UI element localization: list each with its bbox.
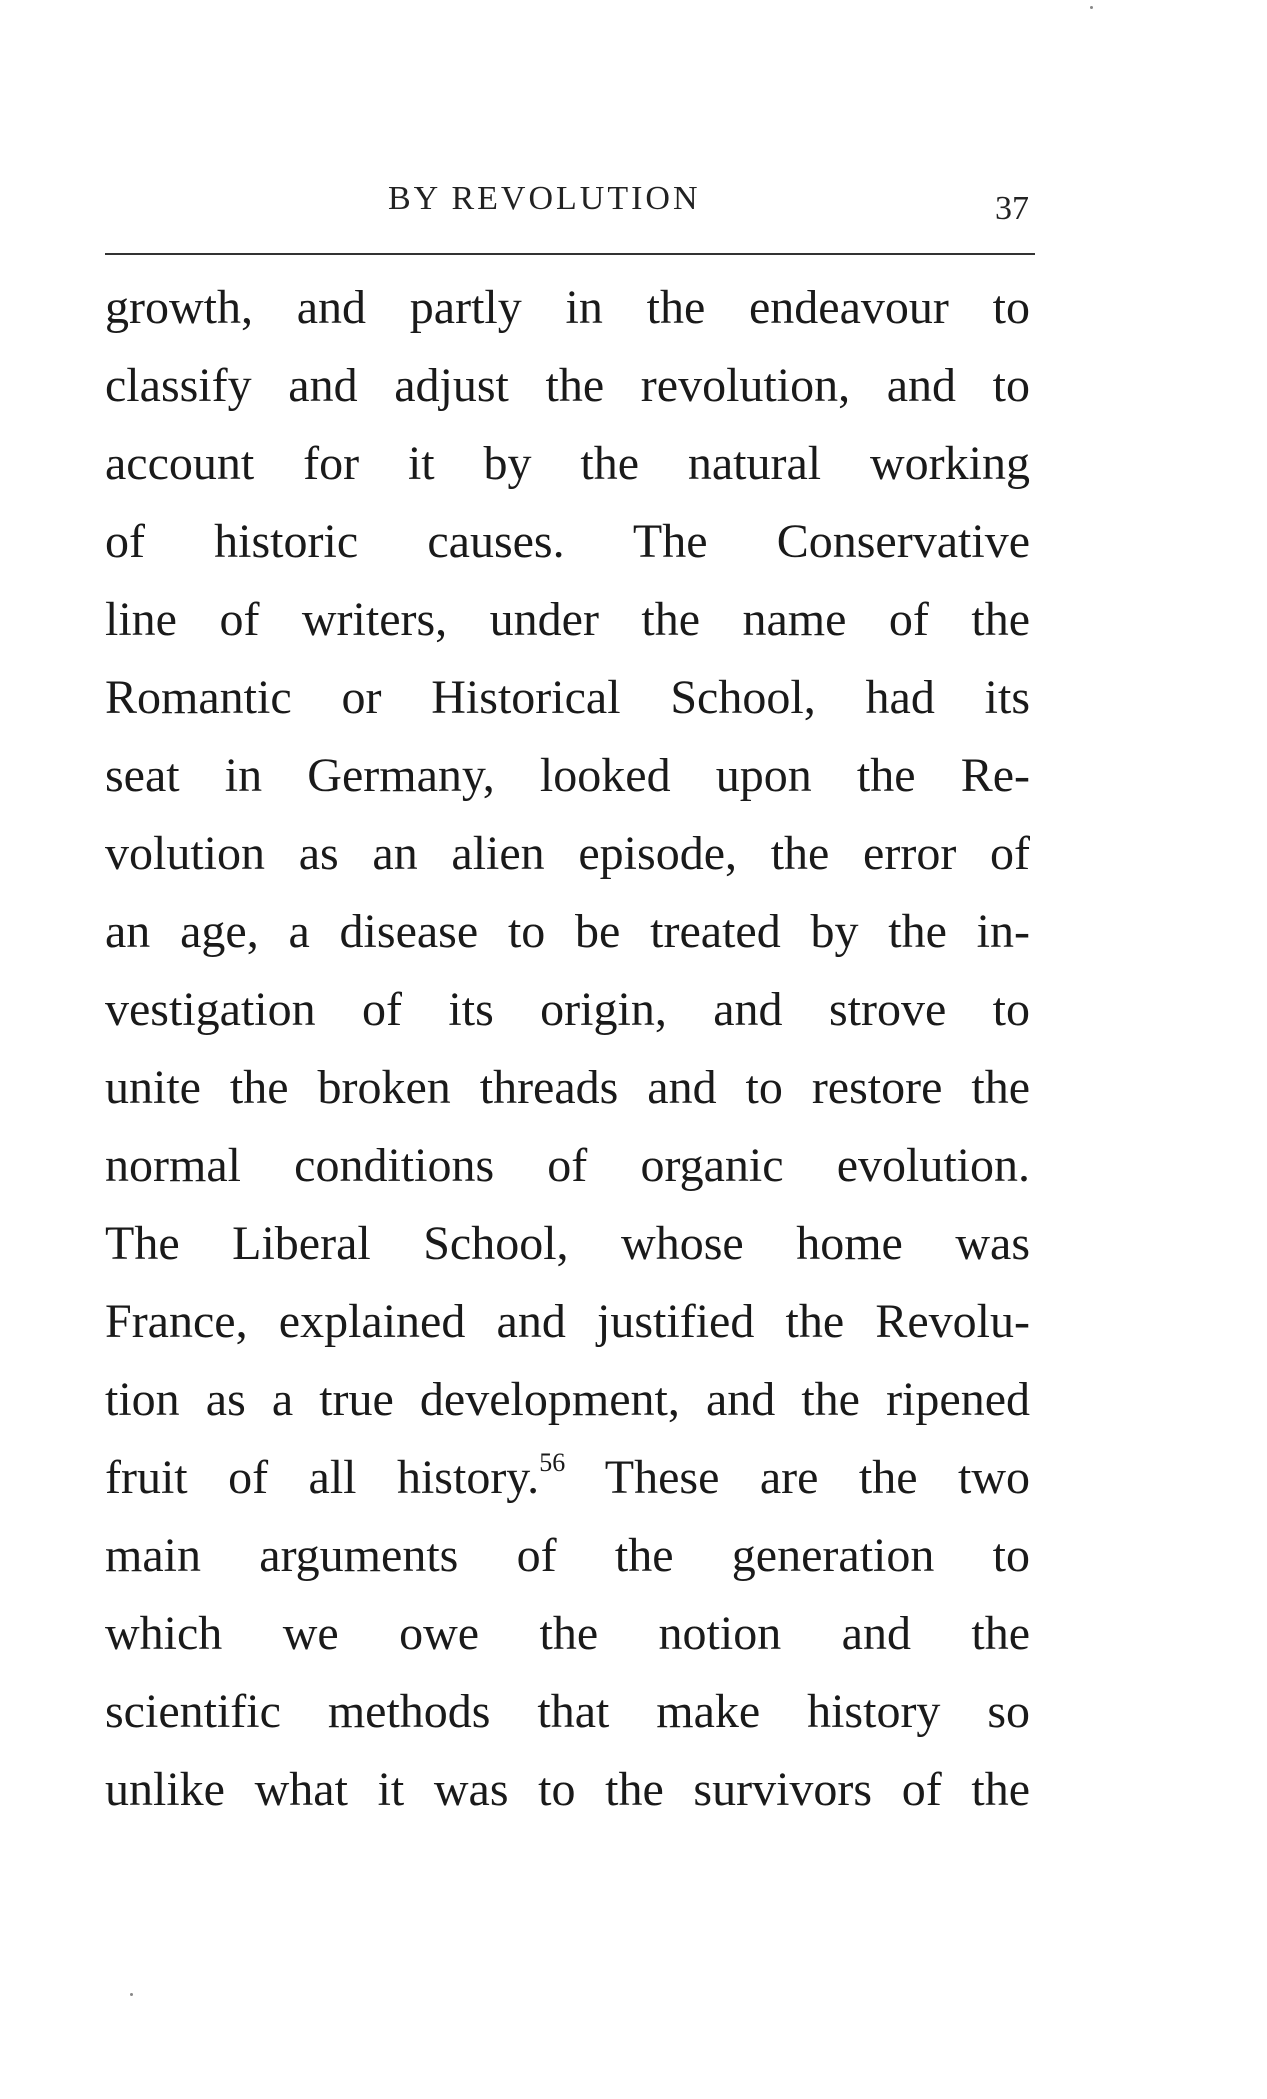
text-line: account for it by the natural working bbox=[105, 437, 1030, 490]
text-line: vestigation of its origin, and strove to bbox=[105, 983, 1030, 1036]
header-rule bbox=[105, 253, 1035, 255]
paper-speck bbox=[130, 1993, 133, 1996]
text-line: scientific methods that make history so bbox=[105, 1685, 1030, 1738]
text-line: volution as an alien episode, the error of bbox=[105, 827, 1030, 880]
text-line: of historic causes. The Conservative bbox=[105, 515, 1030, 568]
text-line: line of writers, under the name of the bbox=[105, 593, 1030, 646]
text-line: classify and adjust the revolution, and to bbox=[105, 359, 1030, 412]
text-line: unlike what it was to the survivors of the bbox=[105, 1763, 1030, 1816]
text-line: normal conditions of organic evolution. bbox=[105, 1139, 1030, 1192]
text-segment: These are the two bbox=[604, 1451, 1030, 1504]
text-line: France, explained and justified the Revolu- bbox=[105, 1295, 1030, 1348]
text-line: unite the broken threads and to restore the bbox=[105, 1061, 1030, 1114]
paper-speck bbox=[1090, 6, 1093, 9]
text-line: growth, and partly in the endeavour to bbox=[105, 281, 1030, 334]
text-line: Romantic or Historical School, had its bbox=[105, 671, 1030, 724]
running-head: BY REVOLUTION bbox=[388, 180, 701, 217]
body-text bbox=[105, 278, 1030, 1838]
footnote-marker[interactable]: 56 bbox=[539, 1448, 566, 1477]
text-line: main arguments of the generation to bbox=[105, 1529, 1030, 1582]
text-line: The Liberal School, whose home was bbox=[105, 1217, 1030, 1270]
text-segment: fruit of all history. bbox=[105, 1451, 540, 1504]
text-line-with-footnote bbox=[105, 1448, 1030, 1526]
text-line: seat in Germany, looked upon the Re- bbox=[105, 749, 1030, 802]
text-line: tion as a true development, and the ripened bbox=[105, 1373, 1030, 1426]
page-number: 37 bbox=[995, 190, 1029, 227]
text-line: which we owe the notion and the bbox=[105, 1607, 1030, 1660]
text-line: an age, a disease to be treated by the in- bbox=[105, 905, 1030, 958]
